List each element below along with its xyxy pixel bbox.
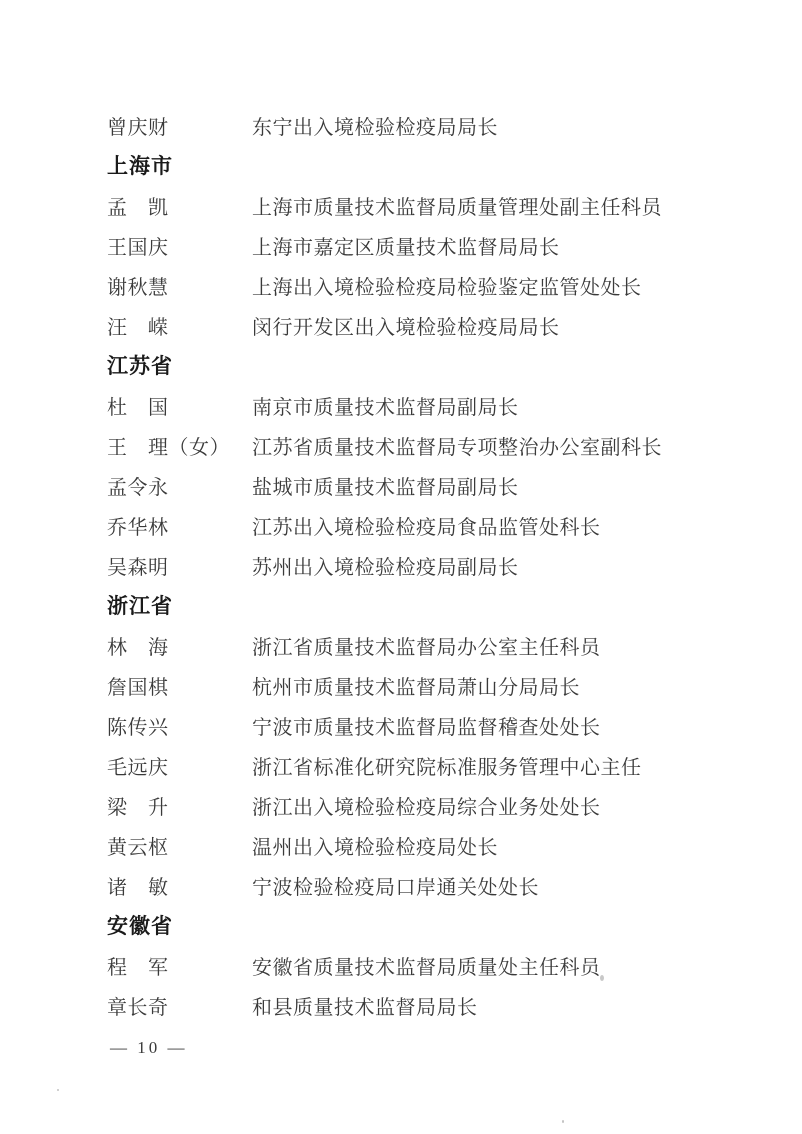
person-name: 谢秋慧 [107,276,169,299]
person-name: 汪 嵘 [107,316,169,339]
person-title: 宁波检验检疫局口岸通关处处长 [252,876,539,899]
person-title: 苏州出入境检验检疫局副局长 [252,556,519,579]
person-title: 上海市质量技术监督局质量管理处副主任科员 [252,196,662,219]
roster-entry [107,105,772,145]
person-title: 浙江省质量技术监督局办公室主任科员 [252,636,601,659]
section-header: 上海市 [107,155,173,178]
person-title: 和县质量技术监督局局长 [252,996,478,1019]
roster-entry [107,465,772,505]
person-name: 陈传兴 [107,716,169,739]
roster-entry [107,785,772,825]
roster-entry [107,225,772,265]
person-name: 杜 国 [107,396,169,419]
roster-entry [107,425,772,465]
person-name: 毛远庆 [107,756,169,779]
person-title: 南京市质量技术监督局副局长 [252,396,519,419]
person-name: 曾庆财 [107,116,169,139]
roster-entry [107,305,772,345]
person-name: 孟 凯 [107,196,169,219]
person-name: 章长奇 [107,996,169,1019]
person-title: 东宁出入境检验检疫局局长 [252,116,498,139]
person-name: 乔华林 [107,516,169,539]
person-title: 盐城市质量技术监督局副局长 [252,476,519,499]
person-title: 杭州市质量技术监督局萧山分局局长 [252,676,580,699]
roster-entry [107,665,772,705]
person-title: 上海出入境检验检疫局检验鉴定监管处处长 [252,276,642,299]
roster-entry [107,865,772,905]
person-title: 安徽省质量技术监督局质量处主任科员 [252,956,601,979]
person-name: 梁 升 [107,796,169,819]
roster-entry [107,945,772,985]
person-title: 浙江省标准化研究院标准服务管理中心主任 [252,756,642,779]
person-title: 江苏出入境检验检疫局食品监管处科长 [252,516,601,539]
person-name: 程 军 [107,956,169,979]
person-title: 江苏省质量技术监督局专项整治办公室副科长 [252,436,662,459]
person-name: 王 理（女） [107,436,230,459]
person-name: 黄云枢 [107,836,169,859]
person-title: 宁波市质量技术监督局监督稽查处处长 [252,716,601,739]
roster-list [107,105,772,1025]
section-header: 浙江省 [107,595,173,618]
person-name: 孟令永 [107,476,169,499]
roster-entry [107,625,772,665]
person-title: 上海市嘉定区质量技术监督局局长 [252,236,560,259]
roster-entry [107,545,772,585]
roster-entry [107,385,772,425]
person-name: 王国庆 [107,236,169,259]
person-name: 林 海 [107,636,169,659]
roster-entry [107,985,772,1025]
roster-entry [107,265,772,305]
section-header: 安徽省 [107,915,173,938]
roster-entry [107,745,772,785]
roster-entry [107,825,772,865]
person-title: 浙江出入境检验检疫局综合业务处处长 [252,796,601,819]
roster-entry [107,705,772,745]
person-title: 闵行开发区出入境检验检疫局局长 [252,316,560,339]
scan-artifact [57,1089,59,1091]
roster-entry [107,505,772,545]
page-number: — 10 — [110,1038,188,1057]
person-name: 诸 敏 [107,876,169,899]
scan-artifact [600,975,604,981]
scan-artifact [562,1120,564,1123]
person-name: 吴森明 [107,556,169,579]
roster-entry [107,185,772,225]
person-title: 温州出入境检验检疫局处长 [252,836,498,859]
section-header: 江苏省 [107,355,173,378]
person-name: 詹国棋 [107,676,169,699]
